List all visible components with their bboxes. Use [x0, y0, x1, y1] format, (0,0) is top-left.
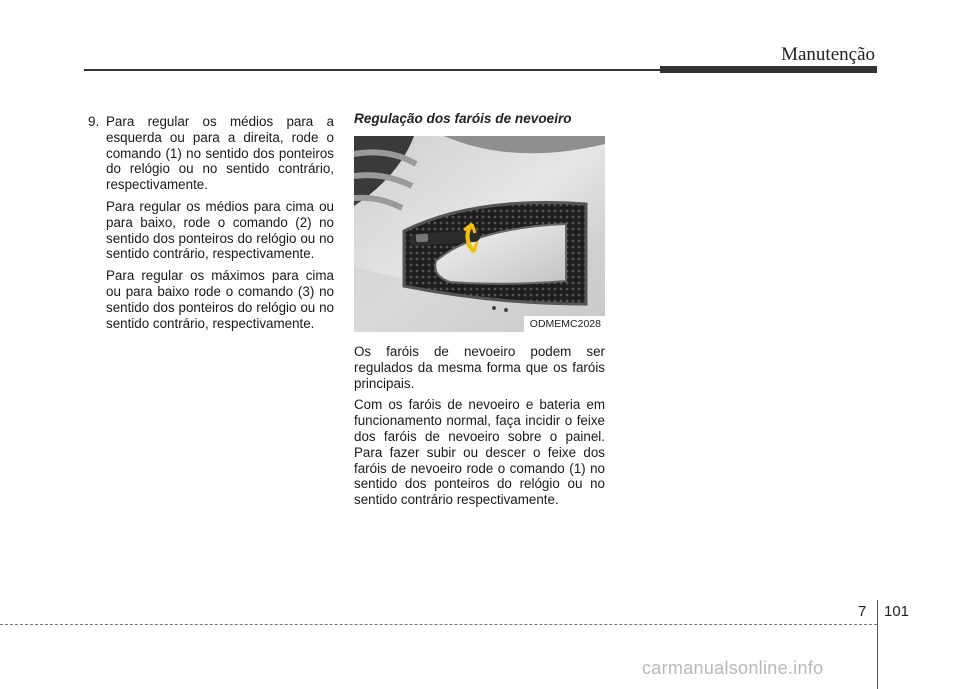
footer-divider: [877, 600, 878, 689]
fog-lamp-instructions-text: Com os faróis de nevoeiro e bateria em funcionamento normal, faça incidir o feixe dos faróis de nevoeiro sobre o painel. Para fazer subir ou descer o feixe dos faróis de nevoeiro rode o comando (1) no sentido dos ponteiros do relógio ou no sentido contrário respectivamente.: [354, 397, 605, 508]
page-number: 101: [884, 603, 910, 620]
left-column: [88, 114, 334, 337]
section-title: Regulação dos faróis de nevoeiro: [354, 111, 572, 126]
low-beam-vertical-text: Para regular os médios para cima ou para baixo, rode o comando (2) no sentido dos ponteiros do relógio ou no sentido contrário, respectivamente.: [106, 198, 334, 262]
fog-lamp-figure: [354, 136, 605, 332]
fog-lamp-intro-text: Os faróis de nevoeiro podem ser regulados da mesma forma que os faróis principais.: [354, 344, 605, 391]
step-text: Para regular os médios para a esquerda ou para a direita, rode o comando (1) no sentido dos ponteiros do relógio ou no sentido contrário, respectivamente.: [106, 114, 334, 193]
header-bar: [660, 66, 877, 73]
step-9: [88, 114, 334, 193]
chapter-number: 7: [858, 603, 867, 620]
step-number: 9.: [88, 114, 100, 129]
fog-lamp-illustration: [354, 136, 605, 332]
watermark: carmanualsonline.info: [642, 658, 824, 678]
figure-code: ODMEMC2028: [524, 316, 605, 332]
high-beam-text: Para regular os máximos para cima ou para baixo rode o comando (3) no sentido dos ponteiros do relógio ou no sentido contrário, respectivamente.: [106, 268, 334, 331]
chapter-title: Manutenção: [781, 44, 875, 65]
right-column: [354, 111, 605, 514]
footer-rule: [0, 624, 877, 625]
header-rule: [84, 69, 660, 71]
